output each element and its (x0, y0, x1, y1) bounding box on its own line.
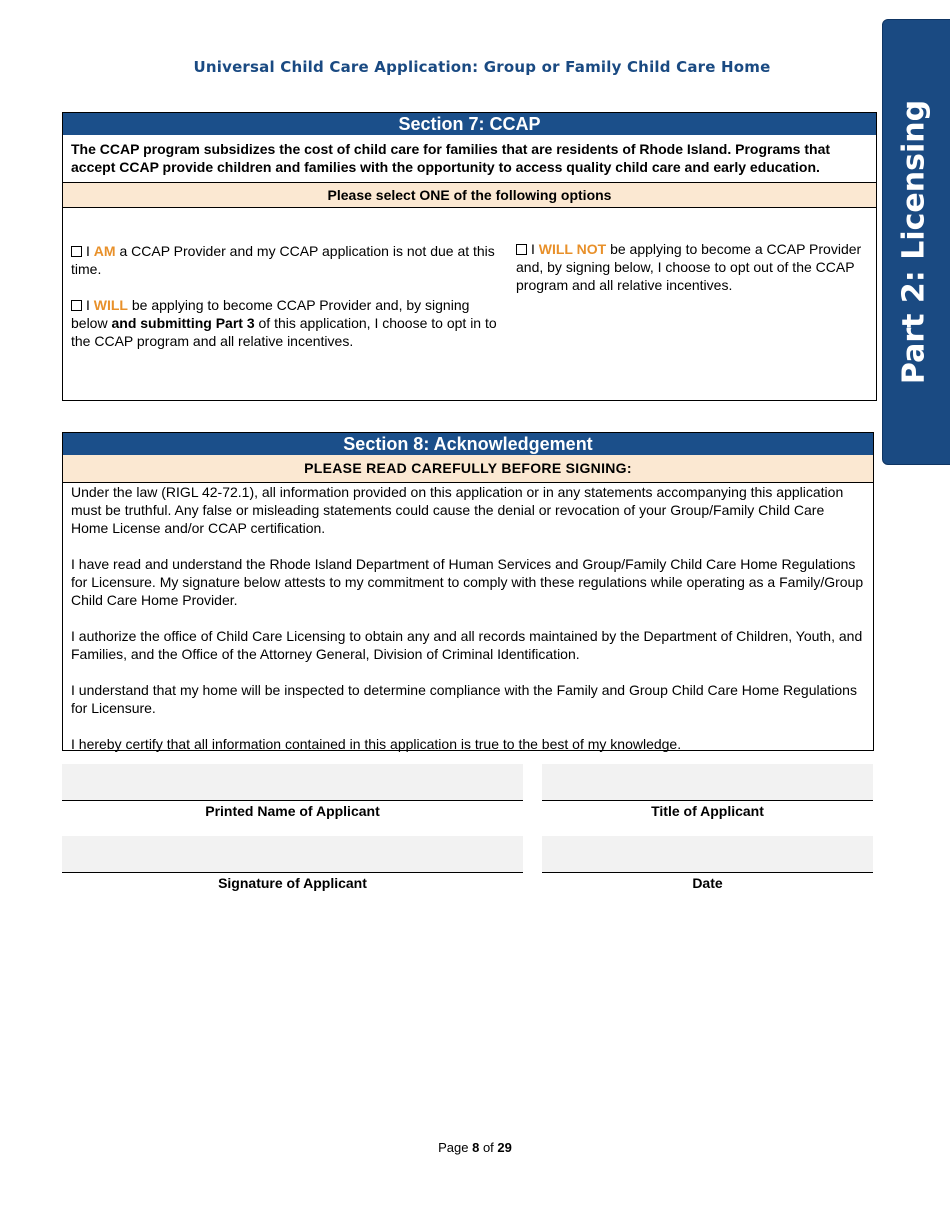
checkbox-am-provider[interactable] (71, 246, 82, 257)
printed-name-label: Printed Name of Applicant (205, 803, 380, 819)
select-prompt: Please select ONE of the following options (63, 182, 876, 208)
option-will-not-text: be applying to become a CCAP Provider and, by signing below, I choose to opt out of the CCAP program and all relative incentives. (516, 241, 862, 293)
page-current: 8 (472, 1140, 480, 1155)
printed-name-input[interactable] (62, 764, 523, 801)
option-will-keyword: WILL (93, 297, 128, 313)
page-of: of (482, 1140, 494, 1155)
printed-name-field (62, 764, 523, 819)
signature-label: Signature of Applicant (218, 875, 367, 891)
signature-input[interactable] (62, 836, 523, 873)
option-will-not-apply (516, 240, 872, 294)
option-will-text-a: be applying to become CCAP Provider and, by signing below (71, 297, 470, 331)
section-8-title: Section 8: Acknowledgement (63, 433, 873, 455)
checkbox-will-apply[interactable] (71, 300, 82, 311)
section-8-acknowledgement (62, 432, 874, 751)
option-am-keyword: AM (93, 243, 116, 259)
title-input[interactable] (542, 764, 873, 801)
option-will-bold: and submitting Part 3 (111, 315, 255, 331)
ack-paragraph: I have read and understand the Rhode Island Department of Human Services and Group/Family Child Care Home Regulations for Licensure. My signature below attests to my commitment to comply with these regulations while operating as a Family/Group Child Care Home Provider. (71, 556, 864, 608)
option-will-not-prefix: I (531, 241, 535, 257)
ack-paragraph: I authorize the office of Child Care Licensing to obtain any and all records maintained by the Department of Children, Youth, and Families, and the Office of the Attorney General, Division of Criminal Identification. (71, 628, 863, 662)
option-will-apply (71, 296, 503, 350)
signature-field (62, 836, 523, 891)
ack-paragraph: Under the law (RIGL 42-72.1), all information provided on this application or in any statements accompanying this application must be truthful. Any false or misleading statements could cause the denial or revocation of your Group/Family Child Care Home License and/or CCAP certification. (71, 484, 844, 536)
side-tab-label: Part 2: Licensing (896, 99, 932, 385)
section-7-intro: The CCAP program subsidizes the cost of child care for families that are residents of Rhode Island. Programs that accept CCAP provide children and families with the opportunity to access quality child care and early education. (71, 141, 831, 175)
acknowledgement-text (63, 483, 873, 753)
option-will-text-b: of this application, I choose to opt in to the CCAP program and all relative incentives. (71, 315, 497, 349)
option-will-not-keyword: WILL NOT (538, 241, 607, 257)
section-7-ccap (62, 112, 877, 401)
option-am-provider (71, 242, 503, 278)
read-carefully-heading: PLEASE READ CAREFULLY BEFORE SIGNING: (63, 455, 873, 483)
ack-paragraph: I understand that my home will be inspected to determine compliance with the Family and Group Child Care Home Regulations for Licensure. (71, 682, 857, 716)
option-am-prefix: I (86, 243, 90, 259)
document-title: Universal Child Care Application: Group or Family Child Care Home (193, 58, 771, 76)
section-7-title: Section 7: CCAP (63, 113, 876, 135)
date-field (542, 836, 873, 891)
part-side-tab (882, 19, 950, 465)
title-label: Title of Applicant (651, 803, 764, 819)
ccap-options (63, 208, 876, 378)
ack-paragraph: I hereby certify that all information contained in this application is true to the best of my knowledge. (71, 736, 682, 752)
option-am-text: a CCAP Provider and my CCAP application is not due at this time. (71, 243, 495, 277)
date-label: Date (692, 875, 723, 891)
title-field (542, 764, 873, 819)
date-input[interactable] (542, 836, 873, 873)
page-total: 29 (497, 1140, 512, 1155)
checkbox-will-not-apply[interactable] (516, 244, 527, 255)
page-prefix: Page (438, 1140, 469, 1155)
option-will-prefix: I (86, 297, 90, 313)
page-number (0, 1140, 950, 1155)
